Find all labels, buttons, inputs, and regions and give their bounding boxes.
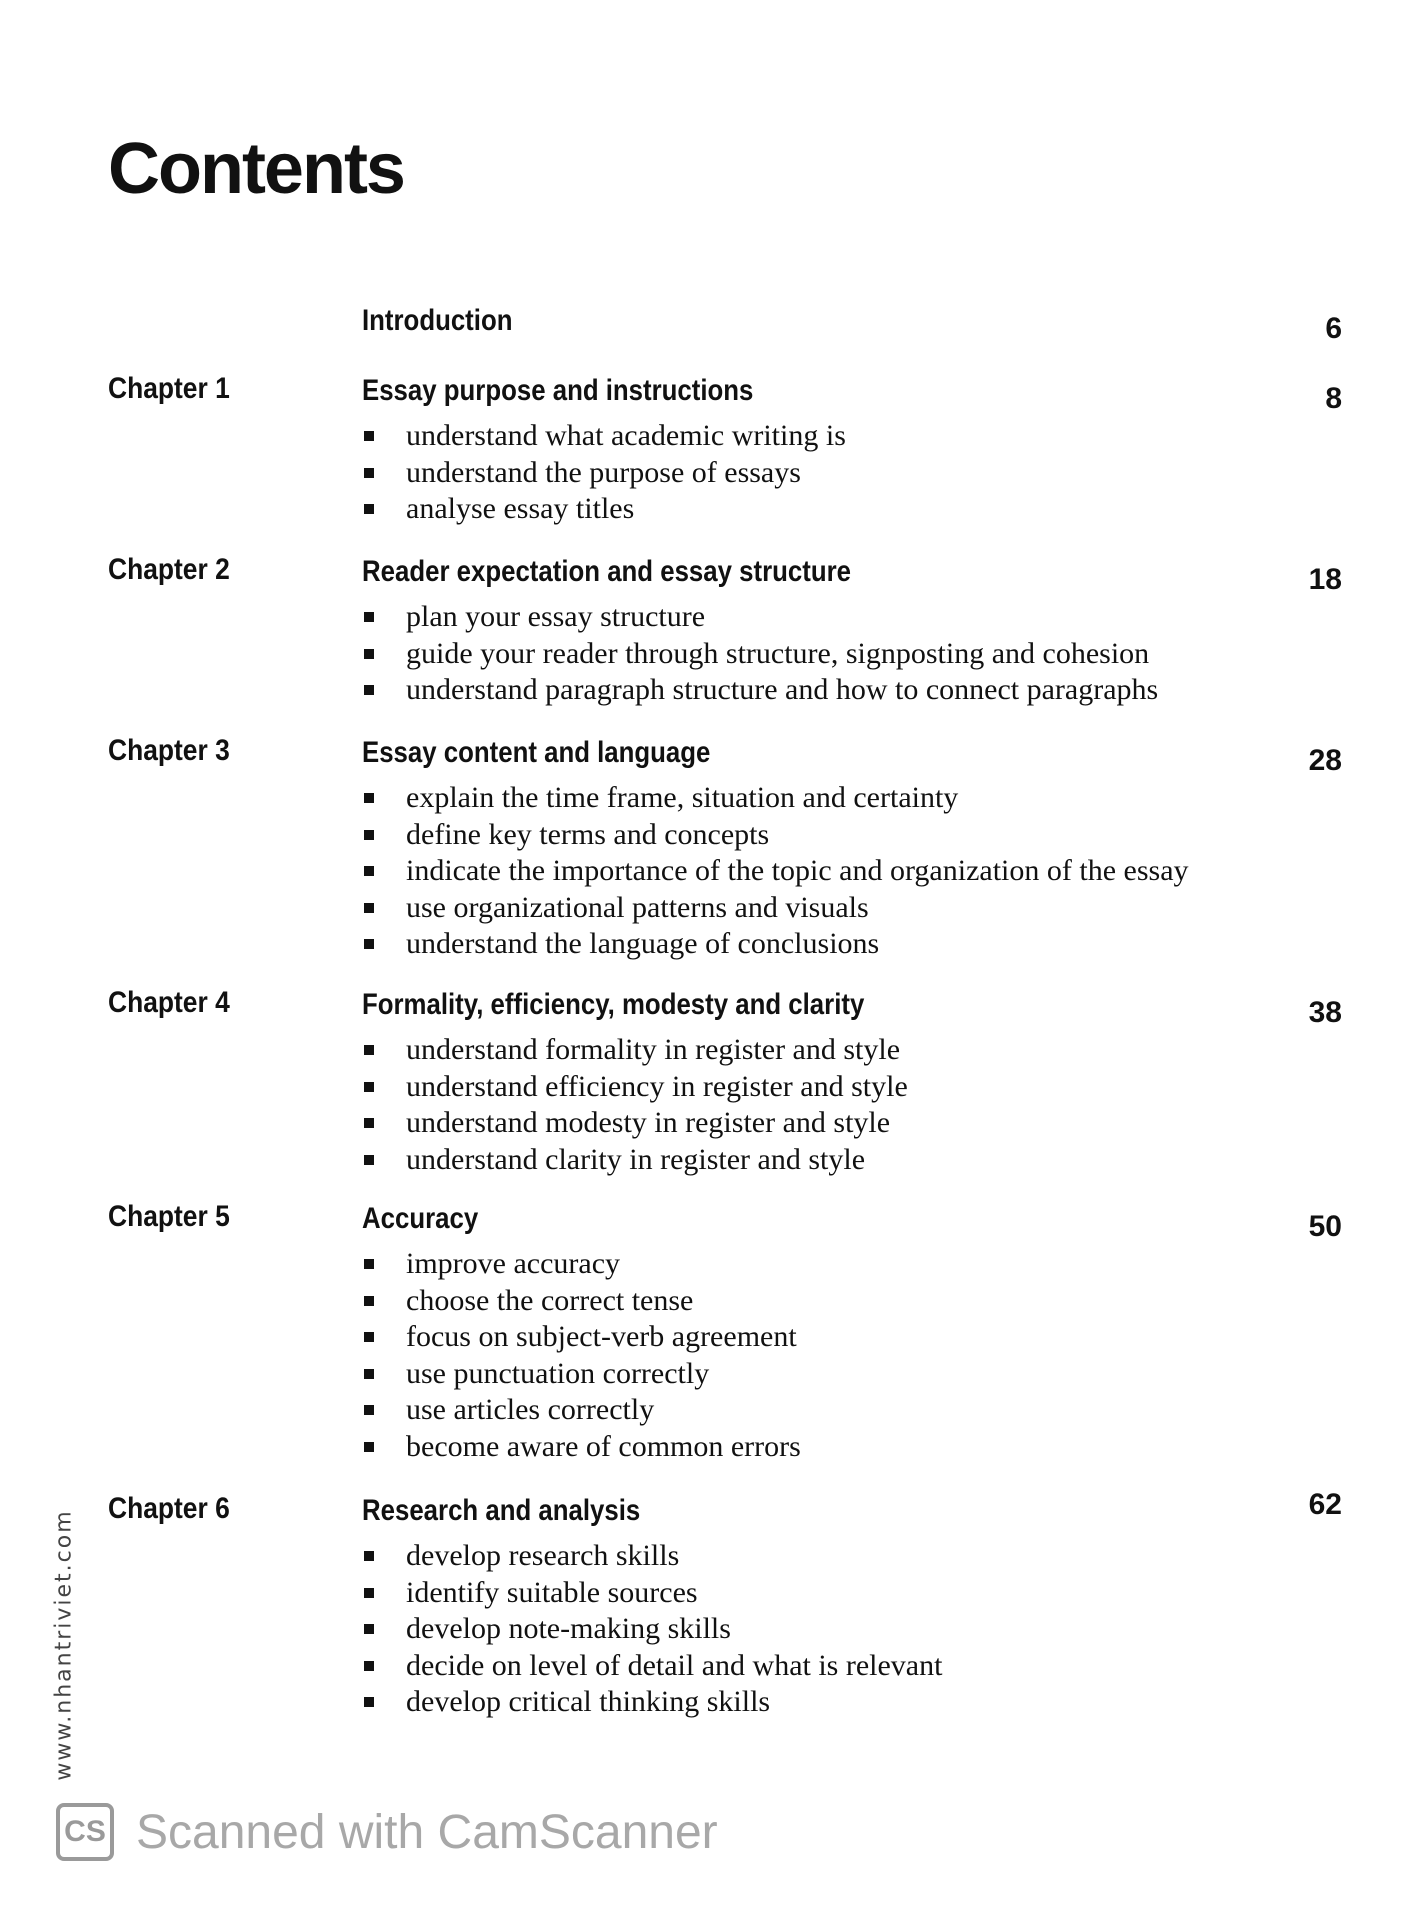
- chapter-label: Chapter 3: [108, 734, 230, 767]
- list-item: develop research skills: [362, 1538, 942, 1575]
- list-item: indicate the importance of the topic and organization of the essay: [362, 853, 1189, 890]
- list-item: develop note-making skills: [362, 1611, 942, 1648]
- list-item: identify suitable sources: [362, 1575, 942, 1612]
- section-heading: Introduction: [362, 304, 513, 337]
- list-item: use organizational patterns and visuals: [362, 890, 1189, 927]
- list-item: decide on level of detail and what is relevant: [362, 1648, 942, 1685]
- page-number: 6: [1325, 312, 1342, 345]
- list-item: use punctuation correctly: [362, 1356, 801, 1393]
- list-item: understand modesty in register and style: [362, 1105, 908, 1142]
- bullet-list: [362, 1032, 908, 1178]
- section-heading: Reader expectation and essay structure: [362, 555, 851, 588]
- page-title: Contents: [108, 129, 404, 209]
- bullet-list: [362, 599, 1158, 709]
- page-number: 62: [1308, 1488, 1342, 1521]
- page-number: 8: [1325, 382, 1342, 415]
- section-heading: Essay content and language: [362, 736, 711, 769]
- bullet-list: [362, 418, 846, 528]
- chapter-label: Chapter 2: [108, 553, 230, 586]
- watermark-text: www.nhantriviet.com: [51, 1509, 77, 1781]
- list-item: become aware of common errors: [362, 1429, 801, 1466]
- list-item: use articles correctly: [362, 1392, 801, 1429]
- page-number: 28: [1308, 744, 1342, 777]
- list-item: define key terms and concepts: [362, 817, 1189, 854]
- section-heading: Essay purpose and instructions: [362, 374, 754, 407]
- list-item: understand paragraph structure and how to connect paragraphs: [362, 672, 1158, 709]
- bullet-list: [362, 1246, 801, 1465]
- list-item: improve accuracy: [362, 1246, 801, 1283]
- list-item: explain the time frame, situation and certainty: [362, 780, 1189, 817]
- list-item: guide your reader through structure, signposting and cohesion: [362, 636, 1158, 673]
- list-item: plan your essay structure: [362, 599, 1158, 636]
- bullet-list: [362, 780, 1189, 963]
- list-item: understand what academic writing is: [362, 418, 846, 455]
- camscanner-logo-icon: CS: [56, 1803, 114, 1861]
- chapter-label: Chapter 6: [108, 1492, 230, 1525]
- list-item: understand efficiency in register and style: [362, 1069, 908, 1106]
- scanner-text: Scanned with CamScanner: [136, 1805, 718, 1859]
- list-item: develop critical thinking skills: [362, 1684, 942, 1721]
- page-number: 38: [1308, 996, 1342, 1029]
- chapter-label: Chapter 4: [108, 986, 230, 1019]
- camscanner-stamp: [56, 1800, 718, 1864]
- page-number: 50: [1308, 1210, 1342, 1243]
- list-item: understand formality in register and style: [362, 1032, 908, 1069]
- section-heading: Formality, efficiency, modesty and clarity: [362, 988, 865, 1021]
- list-item: focus on subject-verb agreement: [362, 1319, 801, 1356]
- list-item: choose the correct tense: [362, 1283, 801, 1320]
- list-item: understand the language of conclusions: [362, 926, 1189, 963]
- site-watermark: [44, 1510, 84, 1780]
- bullet-list: [362, 1538, 942, 1721]
- section-heading: Accuracy: [362, 1202, 479, 1235]
- list-item: understand clarity in register and style: [362, 1142, 908, 1179]
- list-item: understand the purpose of essays: [362, 455, 846, 492]
- list-item: analyse essay titles: [362, 491, 846, 528]
- chapter-label: Chapter 5: [108, 1200, 230, 1233]
- page-number: 18: [1308, 563, 1342, 596]
- section-heading: Research and analysis: [362, 1494, 641, 1527]
- chapter-label: Chapter 1: [108, 372, 230, 405]
